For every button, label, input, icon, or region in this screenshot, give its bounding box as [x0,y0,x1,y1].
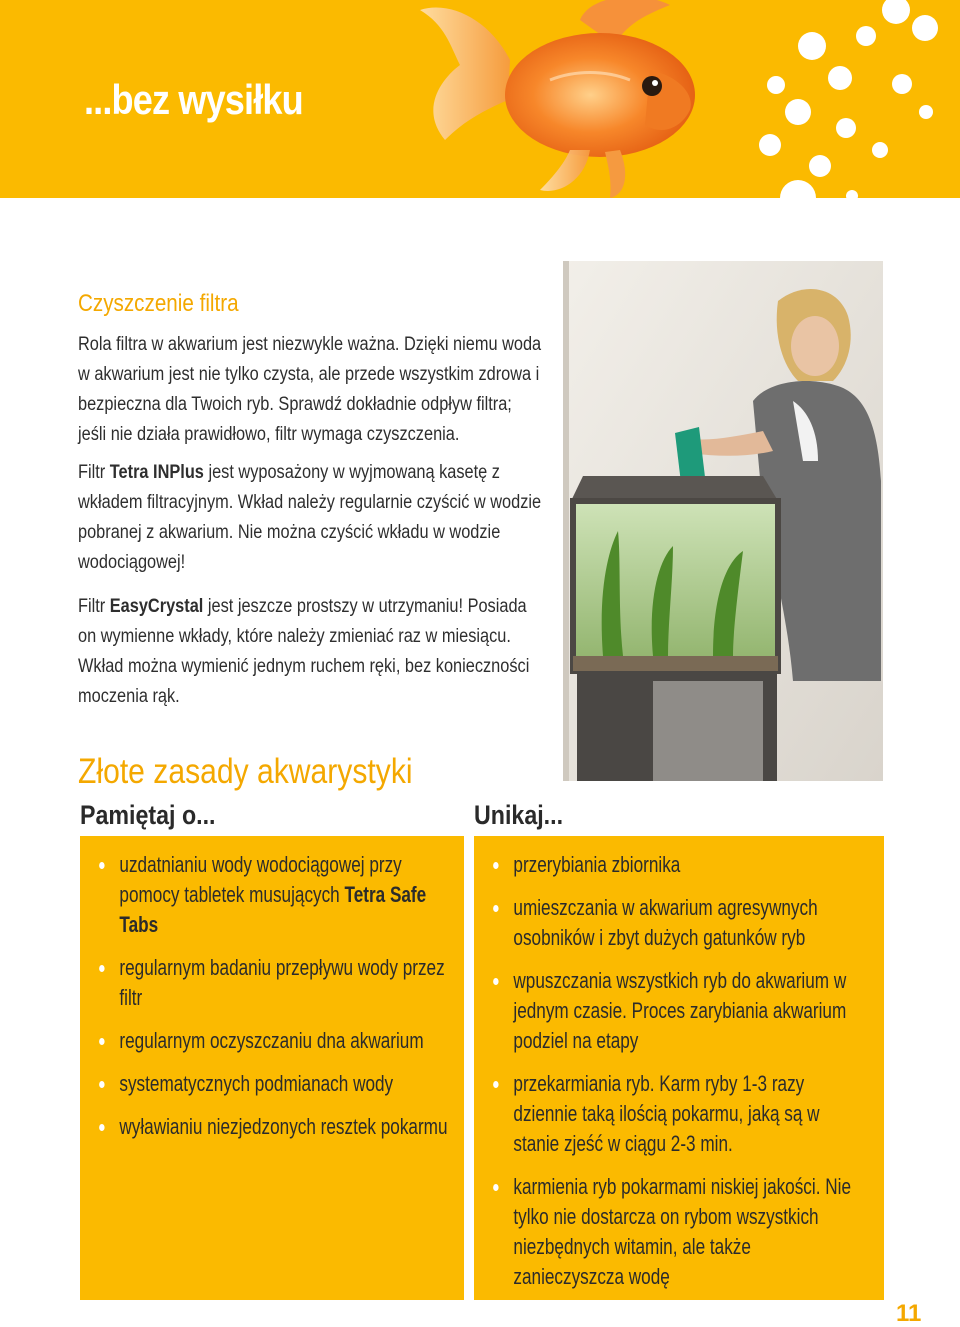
list-item: karmienia ryb pokarmami niskiej jakości. Nie tylko nie dostarcza on rybom wszystkich niezbędnych witamin, ale także zanieczyszcza wodę [490,1172,857,1292]
avoid-list [490,850,960,1305]
paragraph-filter-role: Rola filtra w akwarium jest niezwykle ważna. Dzięki niemu woda w akwarium jest nie tylko czysta, ale przede wszystkim zdrowa i bezpieczna dla Twoich ryb. Sprawdź dokładnie odpływ filtra; jeśli nie działa prawidłowo, filtr wymaga czyszczenia. [78,334,542,445]
paragraph-tetra-inplus: Filtr Tetra INPlus jest wyposażony w wyjmowaną kasetę z wkładem filtracyjnym. Wkład należy regularnie czyścić w wodzie pobranej z akwarium. Nie można czyścić wkładu w wodzie wodociągowej! [78,462,542,573]
aquarium-photo [563,261,883,781]
list-item: przekarmiania ryb. Karm ryby 1-3 razy dziennie taką ilością pokarmu, jaką są w stanie zjeść w ciągu 2-3 min. [490,1069,857,1159]
list-item: uzdatnianiu wody wodociągowej przy pomocy tabletek musujących Tetra Safe Tabs [96,850,455,940]
product-name-tetra-inplus: Tetra INPlus [109,462,204,483]
rules-heading: Złote zasady akwarystyki [78,752,413,791]
avoid-heading: Unikaj... [474,800,564,830]
list-item: regularnym badaniu przepływu wody przez filtr [96,953,455,1013]
remember-heading: Pamiętaj o... [80,800,216,830]
section-heading-filter: Czyszczenie filtra [78,290,239,317]
list-item: przerybiania zbiornika [490,850,857,880]
list-item: wpuszczania wszystkich ryb do akwarium w jednym czasie. Proces zarybiania akwarium podziel na etapy [490,966,857,1056]
remember-panel [80,836,464,1300]
goldfish-illustration [390,0,710,200]
avoid-panel [474,836,884,1300]
list-item: systematycznych podmianach wody [96,1069,455,1099]
list-item: umieszczania w akwarium agresywnych osobników i zbyt dużych gatunków ryb [490,893,857,953]
page-number: 11 [896,1300,922,1327]
paragraph-easycrystal: Filtr EasyCrystal jest jeszcze prostszy w utrzymaniu! Posiada on wymienne wkłady, które należy zmieniać raz w miesiącu. Wkład można wymienić jednym ruchem ręki, bez konieczności moczenia rąk. [78,596,530,707]
page-title: ...bez wysiłku [84,76,303,123]
list-item: regularnym oczyszczaniu dna akwarium [96,1026,455,1056]
product-name-easycrystal: EasyCrystal [109,596,204,617]
list-item: wyławianiu niezjedzonych resztek pokarmu [96,1112,455,1142]
product-name-safe-tabs: Tetra Safe Tabs [119,882,427,937]
